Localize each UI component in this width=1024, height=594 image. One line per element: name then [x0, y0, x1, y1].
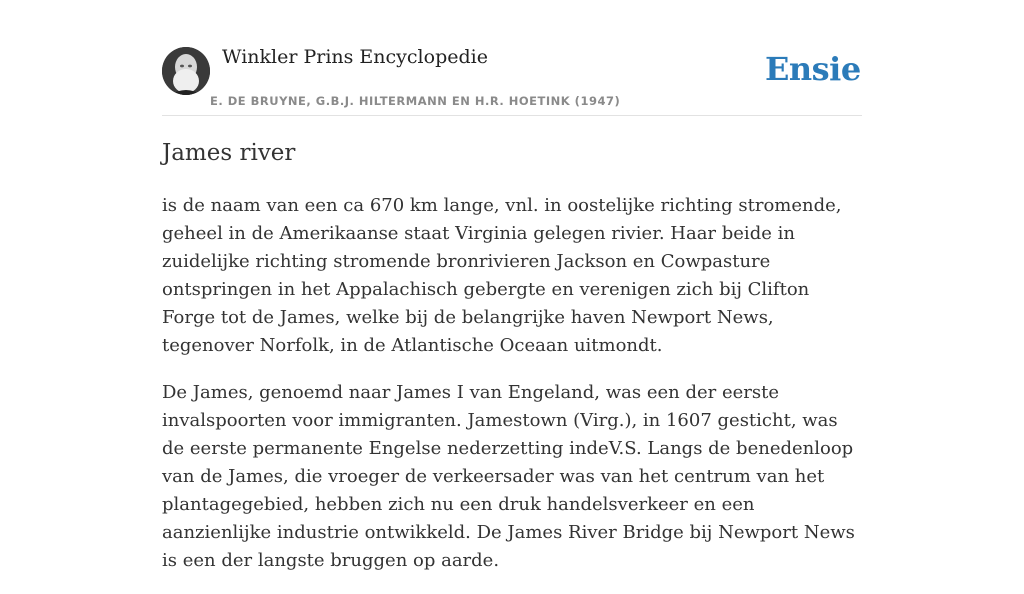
brand-logo[interactable]: Ensie: [765, 50, 861, 88]
article-paragraph: De James, genoemd naar James I van Engeland, was een der eerste invalspoorten voor immigranten. Jamestown (Virg.), in 1607 gesticht, was de eerste permanente Engelse nederzetting indeV.S. Langs de benedenloop van de James, die vroeger de verkeersader was van het centrum van het plantagegebied, hebben zich nu een druk handelsverkeer en een aanzienlijke industrie ontwikkeld. De James River Bridge bij Newport News is een der langste bruggen op aarde.: [162, 382, 855, 571]
header-divider: [162, 115, 862, 116]
author-portrait-icon[interactable]: [162, 47, 210, 95]
site-title[interactable]: Winkler Prins Encyclopedie: [222, 46, 488, 68]
article-headword: James river: [162, 140, 296, 166]
article-paragraph: is de naam van een ca 670 km lange, vnl. in oostelijke richting stromende, geheel in de Amerikaanse staat Virginia gelegen rivier. Haar beide in zuidelijke richting stromende bronrivieren Jackson en Cowpasture ontspringen in het Appalachisch gebergte en verenigen zich bij Clifton Forge tot de James, welke bij de belangrijke haven Newport News, tegenover Norfolk, in de Atlantische Oceaan uitmondt.: [162, 195, 842, 356]
article-body: [162, 192, 862, 594]
authors-line: E. DE BRUYNE, G.B.J. HILTERMANN EN H.R. HOETINK (1947): [210, 94, 621, 108]
